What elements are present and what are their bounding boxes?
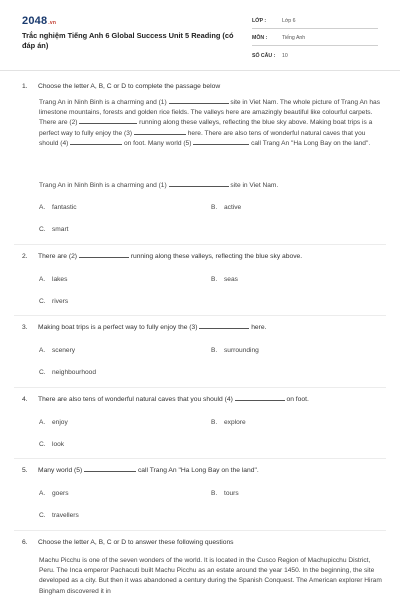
option-letter: C. [39, 441, 46, 448]
question-6-passage: Machu Picchu is one of the seven wonders of the world. It is located in the Cusco Region of Machupicchu District, Peru. The Inca emperor Pachacuti built Machu Picchu as an estate around the year 1450. In the beginning, the site developed as a city. But then it was abandoned a century during the Spanish Conquest. The American explorer Hiram Bingham discovered it in [39, 557, 382, 595]
option-letter: B. [211, 347, 218, 354]
site-logo[interactable] [22, 14, 56, 30]
option-a[interactable] [39, 346, 75, 356]
sentence-before: Trang An in Ninh Binh is a charming and (1) [39, 182, 167, 189]
option-a[interactable] [39, 275, 67, 285]
option-text: enjoy [52, 419, 68, 426]
question-text: Choose the letter A, B, C or D to answer these following questions [38, 539, 234, 546]
sentence-after: site in Viet Nam. [230, 182, 279, 189]
option-letter: A. [39, 276, 46, 283]
meta-question-count [252, 48, 378, 63]
option-b[interactable] [211, 275, 238, 285]
question-divider [14, 315, 386, 316]
option-c[interactable] [39, 440, 64, 450]
question-2-prompt [22, 252, 382, 262]
question-text: Choose the letter A, B, C or D to complete the passage below [38, 83, 221, 90]
passage-text: running along these valleys, reflecting the blue sky above. Making boat trips is a perfect way to fully enjoy the (3) [39, 119, 373, 137]
option-c[interactable] [39, 297, 68, 307]
option-letter: B. [211, 276, 218, 283]
meta-value: Tiếng Anh [282, 35, 306, 42]
option-b[interactable] [211, 346, 259, 356]
option-letter: B. [211, 490, 218, 497]
sentence-before: There are (2) [38, 253, 78, 260]
option-text: explore [224, 419, 246, 426]
question-1-passage [39, 98, 384, 149]
question-number: 4. [22, 396, 28, 403]
option-b[interactable] [211, 203, 241, 213]
option-text: seas [224, 276, 238, 283]
logo-tld: .vn [48, 20, 57, 26]
sentence-after: here. [251, 324, 267, 331]
sentence-after: running along these valleys, reflecting the blue sky above. [130, 253, 303, 260]
quiz-meta [252, 14, 378, 65]
meta-key: MÔN : [252, 35, 268, 42]
answer-blank [199, 324, 249, 329]
answer-blank [84, 467, 136, 472]
option-letter: C. [39, 369, 46, 376]
meta-value: Lớp 6 [282, 18, 296, 25]
option-c[interactable] [39, 368, 96, 378]
sentence-before: Making boat trips is a perfect way to fully enjoy the (3) [38, 324, 198, 331]
option-letter: C. [39, 226, 46, 233]
sentence-after: call Trang An "Ha Long Bay on the land". [137, 467, 259, 474]
answer-blank [70, 140, 122, 145]
question-divider [14, 530, 386, 531]
question-divider [14, 387, 386, 388]
question-number: 6. [22, 539, 28, 546]
option-b[interactable] [211, 418, 246, 428]
question-number: 2. [22, 253, 28, 260]
option-a[interactable] [39, 203, 77, 213]
option-text: neighbourhood [52, 369, 96, 376]
meta-key: SỐ CÂU : [252, 53, 276, 60]
option-text: tours [224, 490, 239, 497]
option-c[interactable] [39, 225, 68, 235]
answer-blank [169, 182, 229, 187]
sentence-before: Many world (5) [38, 467, 83, 474]
passage-text: site in Viet Nam. The whole picture of Trang An has limestone mountains, forests and golden rice fields. The valleys here are amazingly beautiful like colourful carpets. There are (2) [39, 99, 380, 127]
option-letter: A. [39, 419, 46, 426]
header-divider [0, 70, 400, 71]
question-number: 3. [22, 324, 28, 331]
passage-text: here. There are also tens of wonderful natural caves that you should (4) [39, 129, 366, 147]
answer-blank [79, 253, 129, 258]
option-text: lakes [52, 276, 68, 283]
option-text: smart [52, 226, 69, 233]
option-c[interactable] [39, 511, 79, 521]
question-divider [14, 244, 386, 245]
question-1-prompt [22, 82, 382, 92]
option-letter: C. [39, 512, 46, 519]
question-3-prompt [22, 323, 382, 333]
option-text: fantastic [52, 204, 77, 211]
meta-grade [252, 14, 378, 29]
option-letter: B. [211, 204, 218, 211]
option-letter: A. [39, 490, 46, 497]
option-text: travellers [52, 512, 79, 519]
question-4-prompt [22, 395, 382, 405]
passage-text: call Trang An "Ha Long Bay on the land". [249, 139, 371, 147]
answer-blank [169, 99, 229, 104]
option-letter: A. [39, 204, 46, 211]
question-divider [14, 458, 386, 459]
option-b[interactable] [211, 489, 239, 499]
option-text: scenery [52, 347, 76, 354]
question-number: 1. [22, 83, 28, 90]
option-text: look [52, 441, 65, 448]
meta-subject [252, 31, 378, 46]
answer-blank [79, 119, 137, 124]
question-1-sentence [39, 181, 384, 191]
answer-blank [193, 140, 249, 145]
option-letter: A. [39, 347, 46, 354]
sentence-after: on foot. [286, 396, 309, 403]
sentence-before: There are also tens of wonderful natural caves that you should (4) [38, 396, 233, 403]
page-title: Trắc nghiệm Tiếng Anh 6 Global Success Unit 5 Reading (có đáp án) [22, 31, 234, 51]
option-a[interactable] [39, 418, 68, 428]
answer-blank [235, 396, 285, 401]
option-a[interactable] [39, 489, 69, 499]
option-letter: C. [39, 298, 46, 305]
question-5-prompt [22, 466, 382, 476]
option-text: active [224, 204, 242, 211]
option-text: rivers [52, 298, 69, 305]
passage-text: on foot. Many world (5) [122, 139, 194, 147]
meta-key: LỚP : [252, 18, 267, 25]
option-text: surrounding [224, 347, 259, 354]
page-header [0, 0, 400, 70]
logo-name: 2048 [22, 15, 48, 27]
option-letter: B. [211, 419, 218, 426]
passage-text: Trang An in Ninh Binh is a charming and (1) [39, 99, 169, 106]
answer-blank [134, 130, 186, 135]
question-6-prompt [22, 538, 382, 548]
meta-value: 10 [282, 53, 288, 60]
question-number: 5. [22, 467, 28, 474]
option-text: goers [52, 490, 69, 497]
